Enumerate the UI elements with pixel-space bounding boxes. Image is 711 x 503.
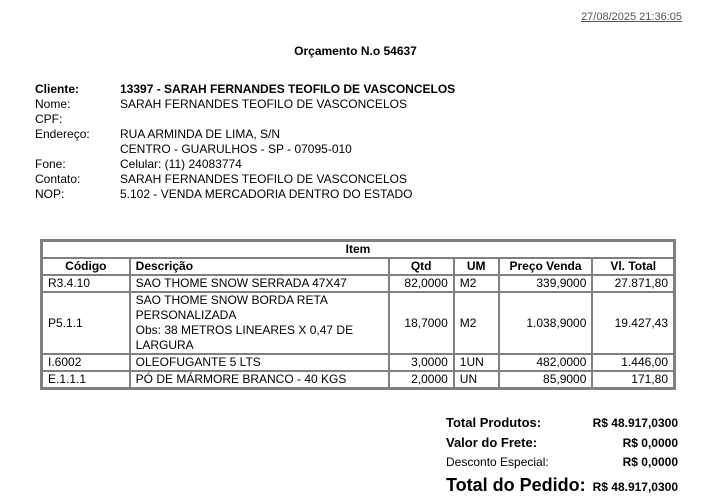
cell-descricao: SAO THOME SNOW SERRADA 47X47 (130, 275, 389, 292)
cell-descricao: PÓ DE MÁRMORE BRANCO - 40 KGS (130, 371, 389, 388)
nop-label: NOP: (35, 187, 65, 201)
total-produtos-row (446, 415, 678, 435)
client-label: Cliente: (35, 82, 80, 96)
col-descricao: Descrição (130, 258, 389, 275)
col-codigo: Código (42, 258, 130, 275)
cell-codigo: I.6002 (42, 354, 130, 371)
table-caption: Item (42, 241, 674, 258)
phone-label: Fone: (35, 157, 66, 171)
table-row (42, 371, 674, 388)
cell-total: 27.871,80 (592, 275, 674, 292)
cell-descricao (130, 292, 389, 354)
client-row-endereco-2 (35, 142, 455, 157)
col-preco: Preço Venda (499, 258, 593, 275)
cell-preco: 85,9000 (499, 371, 593, 388)
cell-qtd: 82,0000 (389, 275, 454, 292)
frete-label: Valor do Frete: (446, 435, 538, 450)
table-row (42, 292, 674, 354)
cell-codigo: E.1.1.1 (42, 371, 130, 388)
nop-value: 5.102 - VENDA MERCADORIA DENTRO DO ESTADO (120, 187, 413, 201)
table-header-row (42, 258, 674, 275)
contact-label: Contato: (35, 172, 81, 186)
desconto-label: Desconto Especial: (446, 455, 549, 469)
cell-qtd: 2,0000 (389, 371, 454, 388)
cell-preco: 1.038,9000 (499, 292, 593, 354)
client-row-cpf (35, 112, 455, 127)
desconto-row (446, 455, 678, 475)
client-row-contato (35, 172, 455, 187)
cell-qtd: 3,0000 (389, 354, 454, 371)
cell-codigo: R3.4.10 (42, 275, 130, 292)
frete-row (446, 435, 678, 455)
address-label-2 (35, 142, 120, 157)
totals-block (446, 415, 678, 501)
col-um: UM (454, 258, 499, 275)
cell-preco: 339,9000 (499, 275, 593, 292)
cell-um: UN (454, 371, 499, 388)
cell-um: 1UN (454, 354, 499, 371)
table-row (42, 354, 674, 371)
cell-total: 1.446,00 (592, 354, 674, 371)
name-label: Nome: (35, 97, 71, 111)
total-produtos-label: Total Produtos: (446, 415, 542, 430)
client-row-fone (35, 157, 455, 172)
items-table (40, 239, 676, 390)
client-row-cliente (35, 82, 455, 97)
col-qtd: Qtd (389, 258, 454, 275)
page-title: Orçamento N.o 54637 (294, 44, 417, 58)
description-text: SAO THOME SNOW BORDA RETA PERSONALIZADA (135, 293, 328, 322)
print-timestamp[interactable]: 27/08/2025 21:36:05 (581, 11, 682, 23)
name-value: SARAH FERNANDES TEOFILO DE VASCONCELOS (120, 97, 407, 111)
col-total: Vl. Total (592, 258, 674, 275)
cell-total: 19.427,43 (592, 292, 674, 354)
client-row-endereco (35, 127, 455, 142)
cell-preco: 482,0000 (499, 354, 593, 371)
cell-codigo: P5.1.1 (42, 292, 130, 354)
client-row-nop (35, 187, 455, 202)
client-info (35, 82, 455, 202)
frete-value: R$ 0,0000 (622, 436, 678, 450)
address-value: RUA ARMINDA DE LIMA, S/N (120, 127, 281, 141)
client-value: 13397 - SARAH FERNANDES TEOFILO DE VASCONCELOS (120, 82, 456, 96)
cell-descricao: OLEOFUGANTE 5 LTS (130, 354, 389, 371)
address-value-2: CENTRO - GUARULHOS - SP - 07095-010 (120, 142, 352, 156)
description-obs: Obs: 38 METROS LINEARES X 0,47 DE LARGURA (135, 323, 354, 352)
total-pedido-label: Total do Pedido: (446, 475, 586, 495)
total-pedido-value: R$ 48.917,0300 (592, 480, 678, 494)
desconto-value: R$ 0,0000 (622, 455, 678, 469)
address-label: Endereço: (35, 127, 90, 141)
cpf-label: CPF: (35, 112, 63, 126)
client-row-nome (35, 97, 455, 112)
table-row (42, 275, 674, 292)
cell-qtd: 18,7000 (389, 292, 454, 354)
cell-total: 171,80 (592, 371, 674, 388)
total-produtos-value: R$ 48.917,0300 (592, 416, 678, 430)
phone-value: Celular: (11) 24083774 (120, 157, 242, 171)
cell-um: M2 (454, 292, 499, 354)
total-pedido-row (446, 475, 678, 501)
contact-value: SARAH FERNANDES TEOFILO DE VASCONCELOS (120, 172, 407, 186)
cell-um: M2 (454, 275, 499, 292)
